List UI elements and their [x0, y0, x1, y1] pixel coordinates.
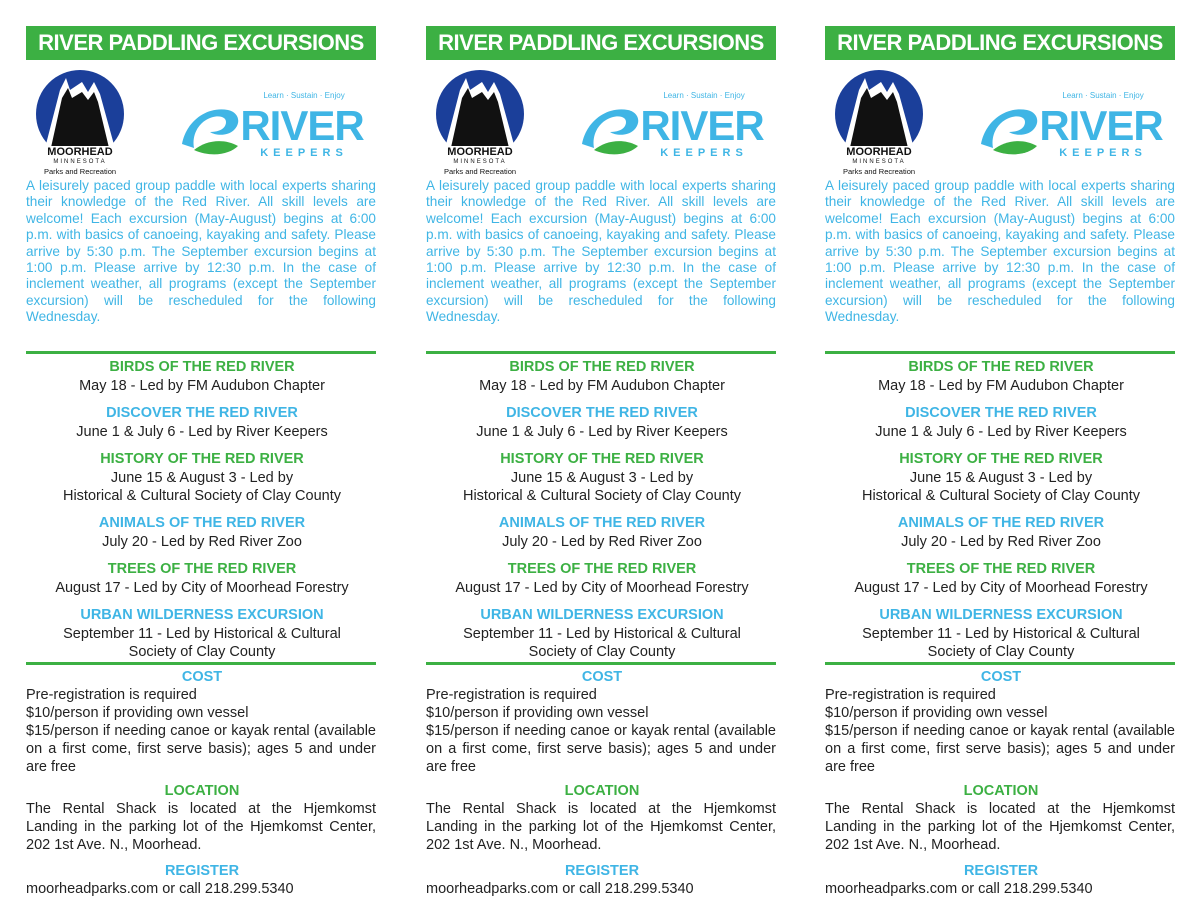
event-history: [26, 450, 378, 505]
cost-details: [426, 686, 776, 776]
event-history: [825, 450, 1177, 505]
event-title: URBAN WILDERNESS EXCURSION: [879, 607, 1123, 623]
event-trees: [426, 560, 778, 597]
event-birds: [426, 358, 778, 395]
moorhead-logo: [430, 68, 530, 176]
moorhead-logo-name: MOORHEAD: [846, 146, 912, 158]
divider: [426, 662, 776, 665]
event-detail: June 1 & July 6 - Led by River Keepers: [76, 424, 328, 440]
intro-paragraph: A leisurely paced group paddle with local experts sharing their knowledge of the Red River. All skill levels are welcome! Each excursion (May-August) begins at 6:00 p.m. with basics of canoeing, kayaking and safety. Please arrive by 5:30 p.m. The September excursion begins at 1:00 p.m. Please arrive by 12:30 p.m. In the case of inclement weather, all programs (except the September excursion) will be rescheduled for the following Wednesday.: [26, 178, 376, 325]
event-title: DISCOVER THE RED RIVER: [905, 405, 1097, 421]
location-title: LOCATION: [963, 783, 1039, 799]
cost-line: $15/person if needing canoe or kayak rental (available on a first come, first serve basis); ages 5 and under are free: [26, 723, 376, 775]
riverkeepers-name: RIVER: [240, 102, 364, 149]
riverkeepers-sub: KEEPERS: [1059, 147, 1147, 159]
intro-paragraph: A leisurely paced group paddle with local experts sharing their knowledge of the Red River. All skill levels are welcome! Each excursion (May-August) begins at 6:00 p.m. with basics of canoeing, kayaking and safety. Please arrive by 5:30 p.m. The September excursion begins at 1:00 p.m. Please arrive by 12:30 p.m. In the case of inclement weather, all programs (except the September excursion) will be rescheduled for the following Wednesday.: [426, 178, 776, 325]
flyer-2: [426, 0, 778, 924]
event-detail: June 1 & July 6 - Led by River Keepers: [875, 424, 1127, 440]
moorhead-logo-state: MINNESOTA: [53, 159, 107, 165]
riverkeepers-tagline: Learn · Sustain · Enjoy: [263, 91, 345, 100]
event-title: BIRDS OF THE RED RIVER: [509, 359, 695, 375]
event-birds: [825, 358, 1177, 395]
event-title: URBAN WILDERNESS EXCURSION: [80, 607, 324, 623]
event-detail: Society of Clay County: [128, 644, 276, 660]
event-detail: July 20 - Led by Red River Zoo: [901, 534, 1101, 550]
cost-line: Pre-registration is required: [426, 687, 597, 703]
event-title: HISTORY OF THE RED RIVER: [500, 451, 704, 467]
event-discover: [825, 404, 1177, 441]
flyer-1: [26, 0, 378, 924]
event-title: TREES OF THE RED RIVER: [507, 561, 697, 577]
event-title: DISCOVER THE RED RIVER: [506, 405, 698, 421]
riverkeepers-tagline: Learn · Sustain · Enjoy: [1062, 91, 1144, 100]
cost-title: COST: [181, 669, 223, 685]
flyer-3: [825, 0, 1177, 924]
riverkeepers-tagline: Learn · Sustain · Enjoy: [663, 91, 745, 100]
event-urban: [825, 606, 1177, 661]
event-title: DISCOVER THE RED RIVER: [106, 405, 298, 421]
cost-line: $15/person if needing canoe or kayak rental (available on a first come, first serve basis); ages 5 and under are free: [426, 723, 776, 775]
moorhead-logo-name: MOORHEAD: [47, 146, 113, 158]
event-detail: August 17 - Led by City of Moorhead Forestry: [55, 580, 349, 596]
register-text: moorheadparks.com or call 218.299.5340: [426, 881, 694, 897]
event-title: ANIMALS OF THE RED RIVER: [897, 515, 1105, 531]
event-animals: [426, 514, 778, 551]
event-detail: August 17 - Led by City of Moorhead Forestry: [854, 580, 1148, 596]
riverkeepers-logo: [975, 88, 1175, 168]
logo-row: [825, 68, 1177, 178]
event-history: [426, 450, 778, 505]
moorhead-logo-dept: Parks and Recreation: [43, 167, 117, 176]
cost-line: $10/person if providing own vessel: [426, 705, 649, 721]
cost-title: COST: [581, 669, 623, 685]
event-detail: Historical & Cultural Society of Clay County: [62, 488, 342, 504]
moorhead-logo: [30, 68, 130, 176]
event-title: HISTORY OF THE RED RIVER: [100, 451, 304, 467]
event-animals: [825, 514, 1177, 551]
event-detail: June 15 & August 3 - Led by: [110, 470, 294, 486]
location-title: LOCATION: [164, 783, 240, 799]
event-title: TREES OF THE RED RIVER: [107, 561, 297, 577]
event-detail: July 20 - Led by Red River Zoo: [102, 534, 302, 550]
moorhead-logo-dept: Parks and Recreation: [443, 167, 517, 176]
location-text: The Rental Shack is located at the Hjemkomst Landing in the parking lot of the Hjemkomst Center, 202 1st Ave. N., Moorhead.: [26, 801, 376, 853]
event-title: BIRDS OF THE RED RIVER: [908, 359, 1094, 375]
moorhead-logo: [829, 68, 929, 176]
riverkeepers-sub: KEEPERS: [660, 147, 748, 159]
cost-line: Pre-registration is required: [26, 687, 197, 703]
event-detail: May 18 - Led by FM Audubon Chapter: [79, 378, 325, 394]
event-title: ANIMALS OF THE RED RIVER: [98, 515, 306, 531]
event-discover: [26, 404, 378, 441]
logo-row: [426, 68, 778, 178]
banner-title: RIVER PADDLING EXCURSIONS: [825, 26, 1175, 60]
event-detail: July 20 - Led by Red River Zoo: [502, 534, 702, 550]
cost-title: COST: [980, 669, 1022, 685]
register-title: REGISTER: [164, 863, 240, 879]
event-birds: [26, 358, 378, 395]
event-detail: September 11 - Led by Historical & Cultural: [463, 626, 741, 642]
event-detail: August 17 - Led by City of Moorhead Forestry: [455, 580, 749, 596]
cost-line: $10/person if providing own vessel: [26, 705, 249, 721]
intro-paragraph: A leisurely paced group paddle with local experts sharing their knowledge of the Red River. All skill levels are welcome! Each excursion (May-August) begins at 6:00 p.m. with basics of canoeing, kayaking and safety. Please arrive by 5:30 p.m. The September excursion begins at 1:00 p.m. Please arrive by 12:30 p.m. In the case of inclement weather, all programs (except the September excursion) will be rescheduled for the following Wednesday.: [825, 178, 1175, 325]
event-detail: Historical & Cultural Society of Clay County: [861, 488, 1141, 504]
moorhead-logo-dept: Parks and Recreation: [842, 167, 916, 176]
register-title: REGISTER: [963, 863, 1039, 879]
event-detail: May 18 - Led by FM Audubon Chapter: [479, 378, 725, 394]
register-title: REGISTER: [564, 863, 640, 879]
event-title: TREES OF THE RED RIVER: [906, 561, 1096, 577]
location-text: The Rental Shack is located at the Hjemkomst Landing in the parking lot of the Hjemkomst Center, 202 1st Ave. N., Moorhead.: [825, 801, 1175, 853]
event-urban: [426, 606, 778, 661]
banner-title: RIVER PADDLING EXCURSIONS: [26, 26, 376, 60]
event-detail: Society of Clay County: [528, 644, 676, 660]
event-urban: [26, 606, 378, 661]
location-title: LOCATION: [564, 783, 640, 799]
moorhead-logo-name: MOORHEAD: [447, 146, 513, 158]
event-discover: [426, 404, 778, 441]
event-title: BIRDS OF THE RED RIVER: [109, 359, 295, 375]
divider: [825, 662, 1175, 665]
event-detail: September 11 - Led by Historical & Cultural: [63, 626, 341, 642]
cost-details: [825, 686, 1175, 776]
divider: [26, 351, 376, 354]
event-title: URBAN WILDERNESS EXCURSION: [480, 607, 724, 623]
cost-line: $10/person if providing own vessel: [825, 705, 1048, 721]
divider: [825, 351, 1175, 354]
event-trees: [26, 560, 378, 597]
moorhead-logo-state: MINNESOTA: [852, 159, 906, 165]
event-title: ANIMALS OF THE RED RIVER: [498, 515, 706, 531]
event-animals: [26, 514, 378, 551]
event-title: HISTORY OF THE RED RIVER: [899, 451, 1103, 467]
riverkeepers-logo: [576, 88, 776, 168]
event-detail: June 1 & July 6 - Led by River Keepers: [476, 424, 728, 440]
cost-details: [26, 686, 376, 776]
register-text: moorheadparks.com or call 218.299.5340: [825, 881, 1093, 897]
cost-line: $15/person if needing canoe or kayak rental (available on a first come, first serve basis); ages 5 and under are free: [825, 723, 1175, 775]
riverkeepers-sub: KEEPERS: [260, 147, 348, 159]
register-text: moorheadparks.com or call 218.299.5340: [26, 881, 294, 897]
location-text: The Rental Shack is located at the Hjemkomst Landing in the parking lot of the Hjemkomst Center, 202 1st Ave. N., Moorhead.: [426, 801, 776, 853]
moorhead-logo-state: MINNESOTA: [453, 159, 507, 165]
event-detail: May 18 - Led by FM Audubon Chapter: [878, 378, 1124, 394]
event-detail: Historical & Cultural Society of Clay County: [462, 488, 742, 504]
event-detail: June 15 & August 3 - Led by: [510, 470, 694, 486]
divider: [26, 662, 376, 665]
event-detail: September 11 - Led by Historical & Cultural: [862, 626, 1140, 642]
event-detail: June 15 & August 3 - Led by: [909, 470, 1093, 486]
event-trees: [825, 560, 1177, 597]
riverkeepers-logo: [176, 88, 376, 168]
logo-row: [26, 68, 378, 178]
riverkeepers-name: RIVER: [1039, 102, 1163, 149]
riverkeepers-name: RIVER: [640, 102, 764, 149]
divider: [426, 351, 776, 354]
banner-title: RIVER PADDLING EXCURSIONS: [426, 26, 776, 60]
event-detail: Society of Clay County: [927, 644, 1075, 660]
cost-line: Pre-registration is required: [825, 687, 996, 703]
